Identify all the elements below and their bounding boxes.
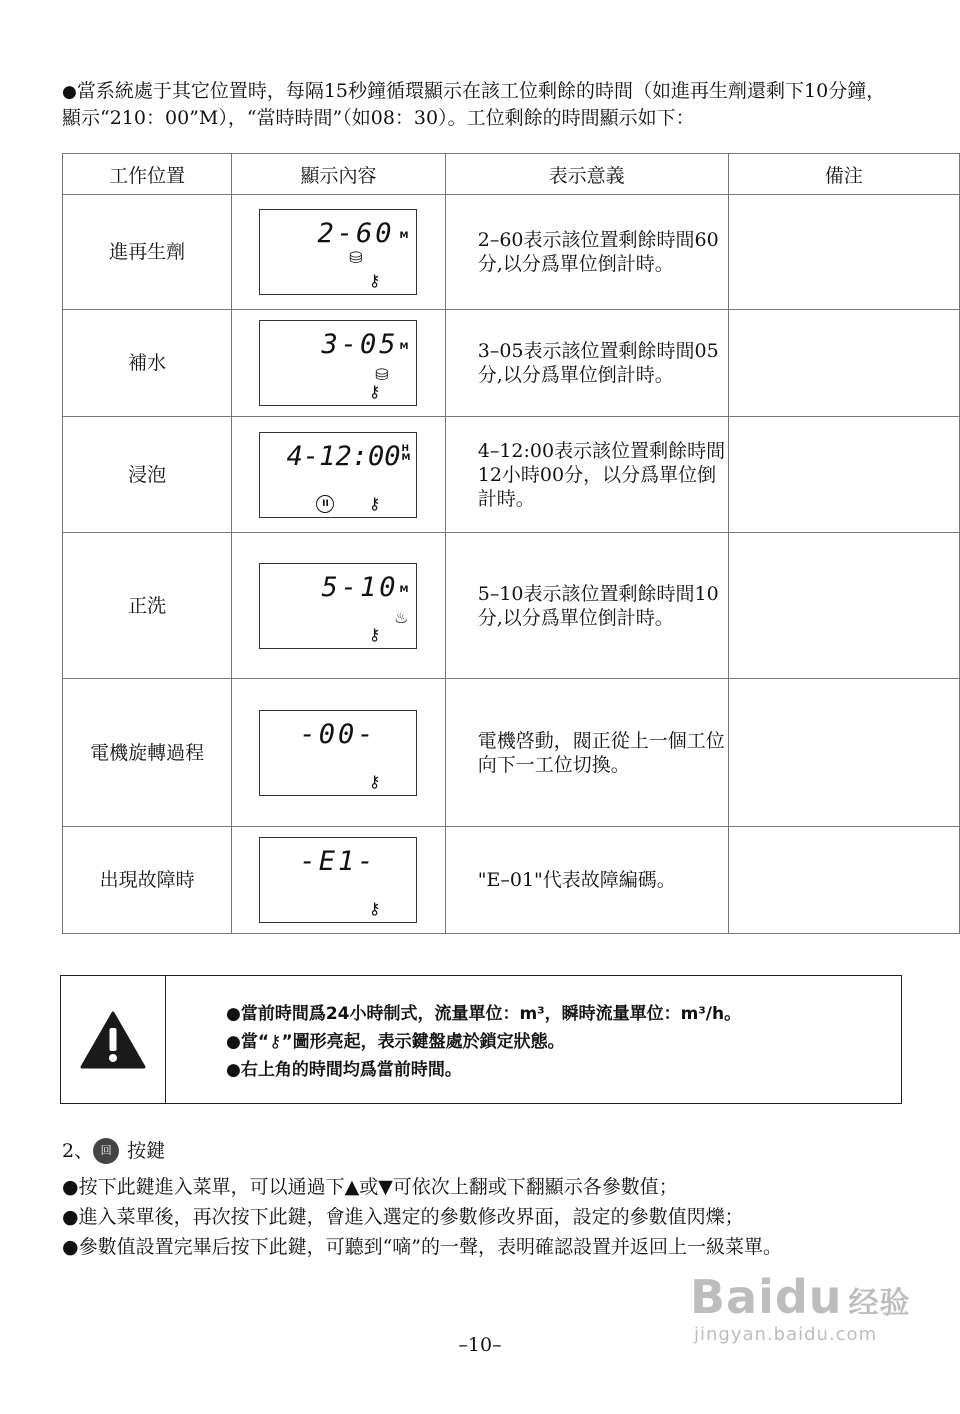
table-header-row	[63, 154, 960, 195]
row-meaning: 4–12:00表示該位置剩餘時間12小時00分，以分爲單位倒計時。	[445, 417, 728, 533]
lock-key-icon: ⚷	[368, 271, 381, 290]
lcd-digits: 4-12:00	[286, 440, 401, 472]
header-display: 顯示內容	[232, 154, 446, 195]
intro-paragraph	[62, 78, 902, 131]
lock-key-icon: ⚷	[368, 899, 381, 918]
lcd-digits: 3-05	[321, 329, 399, 360]
section-number: 2、	[62, 1140, 94, 1162]
row-note	[728, 195, 959, 310]
header-meaning: 表示意義	[445, 154, 728, 195]
lock-key-icon: ⚷	[368, 382, 381, 401]
table-row	[63, 417, 960, 533]
lcd-display	[259, 320, 417, 406]
regenerant-icon: ⛁	[349, 248, 363, 267]
notice-line: ●當前時間爲24小時制式，流量單位：m³，瞬時流量單位：m³/h。	[226, 1004, 742, 1024]
notice-box	[60, 975, 902, 1104]
lcd-display	[259, 432, 417, 518]
lcd-unit: HM	[401, 443, 411, 463]
notice-line: ●右上角的時間均爲當前時間。	[226, 1060, 462, 1080]
list-item: ●參數值設置完畢后按下此鍵，可聽到“嘀”的一聲，表明確認設置并返回上一級菜單。	[62, 1236, 783, 1258]
section-heading	[62, 1136, 922, 1166]
table-row	[63, 195, 960, 310]
row-position: 電機旋轉過程	[63, 679, 232, 827]
pause-icon: II	[316, 495, 334, 513]
row-position: 正洗	[63, 533, 232, 679]
position-table	[62, 153, 960, 934]
table-row	[63, 533, 960, 679]
header-position: 工作位置	[63, 154, 232, 195]
row-note	[728, 533, 959, 679]
lcd-display	[259, 209, 417, 295]
list-item: ●按下此鍵進入菜單，可以通過下▲或▼可依次上翻或下翻顯示各參數值；	[62, 1176, 678, 1198]
lock-key-icon: ⚷	[368, 624, 381, 644]
notice-line: ●當“⚷”圖形亮起，表示鍵盤處於鎖定狀態。	[226, 1032, 565, 1052]
lcd-display	[259, 837, 417, 923]
row-position: 進再生劑	[63, 195, 232, 310]
row-note	[728, 827, 959, 934]
lcd-digits: 5-10	[321, 571, 399, 603]
section-title: 按鍵	[127, 1140, 166, 1162]
lcd-unit: M	[399, 584, 409, 595]
rinse-icon: ♨	[394, 607, 409, 627]
warning-triangle-icon	[79, 1010, 147, 1070]
refill-icon: ⛁	[375, 365, 389, 384]
row-meaning: "E–01"代表故障編碼。	[445, 827, 728, 934]
row-meaning: 3–05表示該位置剩餘時間05分,以分爲單位倒計時。	[445, 310, 728, 417]
lcd-digits: -00-	[299, 718, 377, 750]
lcd-digits: -E1-	[299, 846, 377, 877]
lcd-display	[259, 563, 417, 649]
intro-text: 當系統處于其它位置時，每隔15秒鐘循環顯示在該工位剩餘的時間（如進再生劑還剩下10分鐘，顯示“210：00”M），“當時時間”（如08：30）。工位剩餘的時間顯示如下：	[62, 80, 886, 129]
row-note	[728, 417, 959, 533]
header-note: 備注	[728, 154, 959, 195]
row-note	[728, 679, 959, 827]
watermark-brand: Baidu 经验	[690, 1270, 911, 1324]
table-row	[63, 827, 960, 934]
menu-key-section	[62, 1136, 922, 1262]
row-position: 補水	[63, 310, 232, 417]
lock-key-icon: ⚷	[368, 771, 381, 791]
notice-lines	[226, 1000, 741, 1084]
lock-key-icon: ⚷	[368, 493, 381, 513]
lcd-digits: 2-60	[317, 218, 395, 249]
list-item: ●進入菜單後，再次按下此鍵，會進入選定的參數修改界面，設定的參數值閃爍；	[62, 1206, 744, 1228]
lcd-unit: M	[399, 342, 409, 352]
table-row	[63, 679, 960, 827]
lcd-display	[259, 710, 417, 796]
row-position: 出現故障時	[63, 827, 232, 934]
row-meaning: 電機啓動，閥正從上一個工位向下一工位切換。	[445, 679, 728, 827]
row-note	[728, 310, 959, 417]
watermark-url: jingyan.baidu.com	[694, 1324, 878, 1345]
menu-key-icon: 回	[93, 1138, 119, 1164]
row-meaning: 5–10表示該位置剩餘時間10分,以分爲單位倒計時。	[445, 533, 728, 679]
warning-cell	[61, 976, 166, 1103]
row-meaning: 2–60表示該位置剩餘時間60分,以分爲單位倒計時。	[445, 195, 728, 310]
lcd-unit: M	[399, 231, 409, 241]
page-number: –10–	[458, 1334, 502, 1356]
table-row	[63, 310, 960, 417]
intro-bullet: ●	[62, 82, 77, 102]
row-position: 浸泡	[63, 417, 232, 533]
